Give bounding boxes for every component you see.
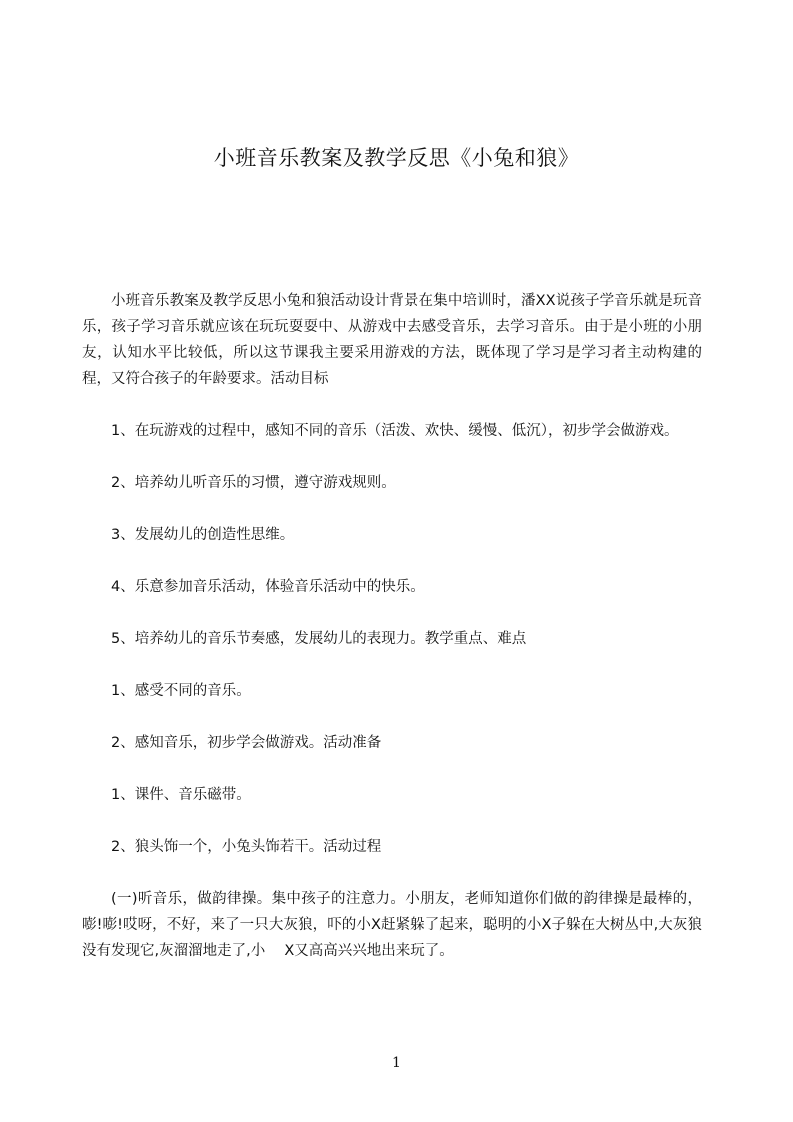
key-point-1: 1、感受不同的音乐。: [111, 683, 251, 699]
preparation-2: 2、狼头饰一个，小兔头饰若干。活动过程: [111, 839, 382, 855]
objective-2: 2、培养幼儿听音乐的习惯，遵守游戏规则。: [111, 475, 396, 491]
process-step-1: (一)听音乐，做韵律操。集中孩子的注意力。小朋友，老师知道你们做的韵律操是最棒的，嘭!嘭!哎呀，不好，来了一只大灰狼，吓的小X赶紧躲了起来，聪明的小X子躲在大树丛中,大灰狼没有发现它,灰溜溜地走了,小 X又高高兴兴地出来玩了。: [82, 891, 702, 959]
objective-1: 1、在玩游戏的过程中，感知不同的音乐（活泼、欢快、缓慢、低沉），初步学会做游戏。: [111, 423, 679, 439]
objective-4: 4、乐意参加音乐活动，体验音乐活动中的快乐。: [111, 579, 425, 595]
page-number: 1: [392, 1055, 401, 1071]
key-point-2: 2、感知音乐，初步学会做游戏。活动准备: [111, 735, 382, 751]
objective-3: 3、发展幼儿的创造性思维。: [111, 527, 295, 543]
preparation-1: 1、课件、音乐磁带。: [111, 787, 251, 803]
intro-paragraph: 小班音乐教案及教学反思小兔和狼活动设计背景在集中培训时，潘XX说孩子学音乐就是玩音乐，孩子学习音乐就应该在玩玩耍耍中、从游戏中去感受音乐，去学习音乐。由于是小班的小朋友，认知水平比较低，所以这节课我主要采用游戏的方法，既体现了学习是学习者主动构建的程，又符合孩子的年龄要求。活动目标: [82, 293, 702, 387]
objective-5: 5、培养幼儿的音乐节奏感，发展幼儿的表现力。教学重点、难点: [111, 631, 527, 647]
document-title: 小班音乐教案及教学反思《小兔和狼》: [213, 146, 580, 170]
document-body: [82, 288, 702, 964]
